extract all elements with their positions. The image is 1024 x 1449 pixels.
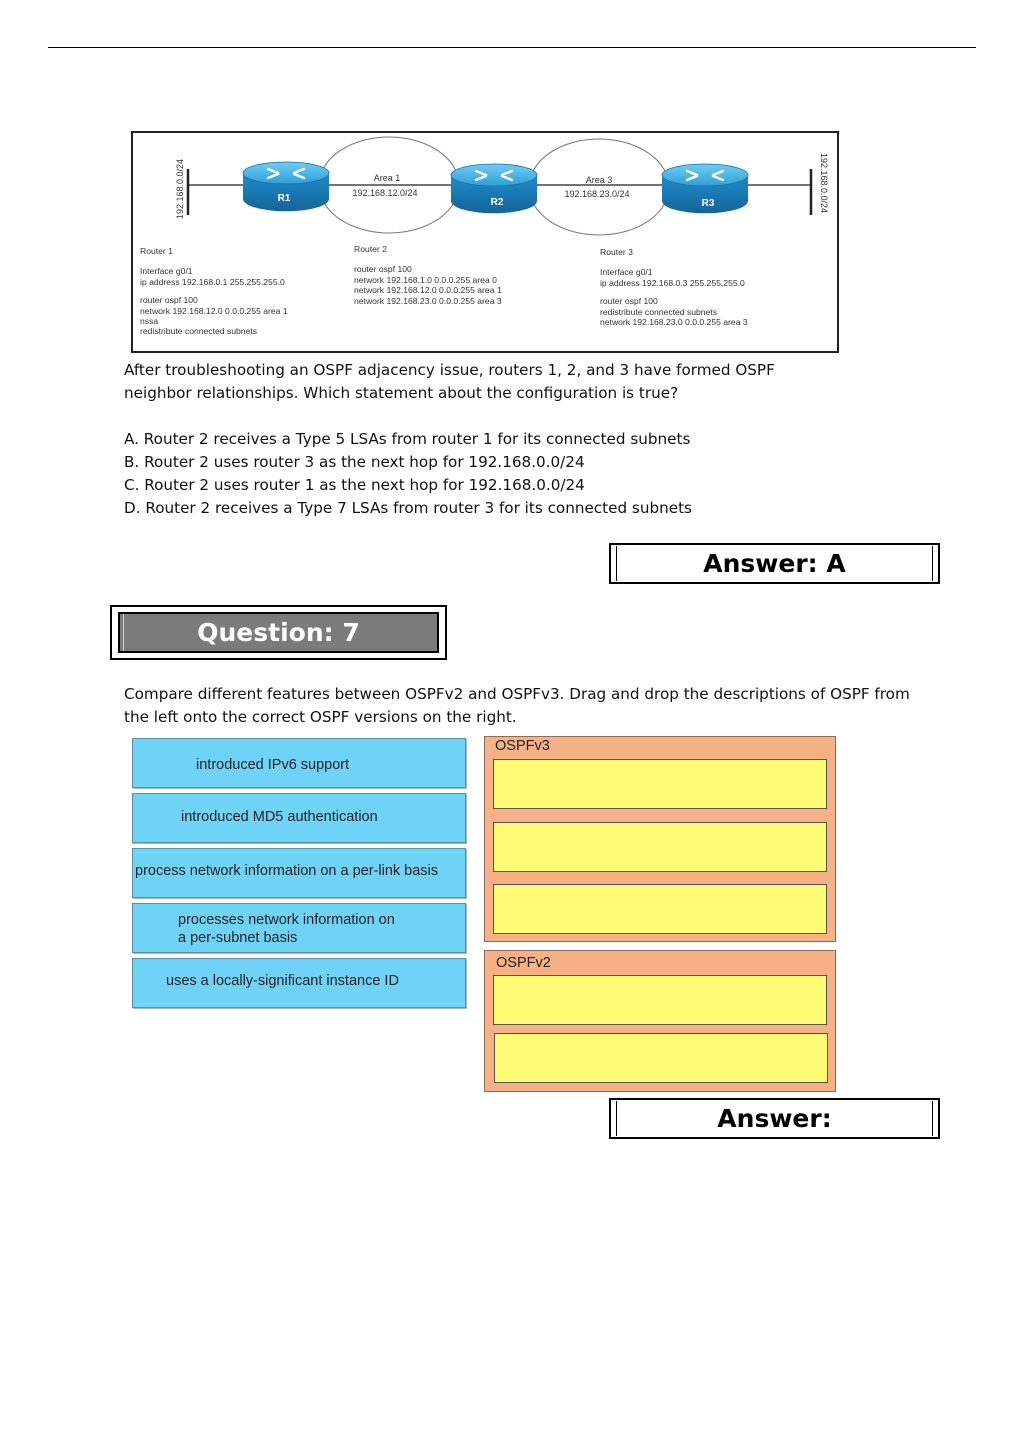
- drag-item-label: process network information on a per-link basis: [135, 863, 439, 879]
- right-subnet-label: 192.168.0.0/24: [819, 153, 829, 214]
- q7-stem-line2: the left onto the correct OSPF versions on the right.: [124, 708, 517, 726]
- config-line: router ospf 100: [354, 264, 412, 275]
- q6-option-b: B. Router 2 uses router 3 as the next hop for 192.168.0.0/24: [124, 453, 585, 471]
- ospfv2-drop-slot-1[interactable]: [493, 975, 827, 1025]
- question-7-header: [110, 605, 447, 660]
- ospfv2-panel: [484, 950, 836, 1092]
- drag-item-instance-id[interactable]: [132, 958, 466, 1008]
- area3-ellipse: [529, 139, 669, 235]
- ospfv3-drop-slot-3[interactable]: [493, 884, 827, 934]
- config-line: Interface g0/1: [600, 267, 653, 278]
- question-7-header-inner: [118, 612, 439, 653]
- ospfv3-drop-slot-2[interactable]: [493, 822, 827, 872]
- q6-option-a: A. Router 2 receives a Type 5 LSAs from router 1 for its connected subnets: [124, 430, 691, 448]
- ospfv3-label: OSPFv3: [495, 738, 550, 754]
- area3-label: Area 3: [585, 175, 613, 185]
- router2-config: [354, 244, 502, 306]
- left-subnet-label: 192.168.0.0/24: [175, 158, 185, 219]
- config-line: nssa: [140, 316, 159, 327]
- q6-stem-line2: neighbor relationships. Which statement about the configuration is true?: [124, 384, 679, 402]
- router2-config-title: Router 2: [354, 244, 387, 254]
- q7-stem-line1: Compare different features between OSPFv2 and OSPFv3. Drag and drop the descriptions of OSPF from: [124, 685, 910, 703]
- ospf-topology-figure: [131, 131, 839, 353]
- config-line: Interface g0/1: [140, 266, 193, 277]
- area3-subnet: 192.168.23.0/24: [564, 189, 630, 199]
- config-line: router ospf 100: [600, 296, 658, 307]
- drag-item-per-subnet[interactable]: [132, 903, 466, 953]
- drag-item-label: processes network information on: [178, 912, 395, 928]
- q7-answer-box: [609, 1098, 940, 1139]
- question-7-title: Question: 7: [197, 618, 360, 647]
- router-r3-name: R3: [701, 198, 715, 209]
- config-line: network 192.168.23.0 0.0.0.255 area 3: [600, 317, 748, 328]
- drag-item-ipv6-support[interactable]: [132, 738, 466, 788]
- config-line: ip address 192.168.0.3 255.255.255.0: [600, 277, 745, 288]
- config-line: ip address 192.168.0.1 255.255.255.0: [140, 276, 285, 287]
- router3-config: [600, 247, 748, 327]
- ospfv2-drop-slot-2[interactable]: [494, 1033, 828, 1083]
- router-r2-name: R2: [490, 197, 504, 208]
- config-line: network 192.168.23.0 0.0.0.255 area 3: [354, 295, 502, 306]
- config-line: redistribute connected subnets: [140, 326, 258, 337]
- area1-subnet: 192.168.12.0/24: [352, 188, 418, 198]
- router-r1-name: R1: [277, 193, 291, 204]
- config-line: network 192.168.12.0 0.0.0.255 area 1: [354, 285, 502, 296]
- q7-answer-text: Answer:: [717, 1104, 832, 1133]
- router1-config-title: Router 1: [140, 246, 173, 256]
- area1-label: Area 1: [373, 173, 401, 183]
- q6-answer-text: Answer: A: [703, 549, 846, 578]
- drag-item-label: uses a locally-significant instance ID: [166, 973, 399, 989]
- ospfv3-drop-slot-1[interactable]: [493, 759, 827, 809]
- ospfv2-label: OSPFv2: [496, 955, 551, 971]
- drag-item-per-link[interactable]: [132, 848, 466, 898]
- ospfv3-panel: [484, 736, 836, 942]
- q6-answer-box: [609, 543, 940, 584]
- config-line: router ospf 100: [140, 295, 198, 306]
- q6-stem-line1: After troubleshooting an OSPF adjacency issue, routers 1, 2, and 3 have formed OSPF: [124, 361, 775, 379]
- drag-item-label: introduced IPv6 support: [196, 757, 350, 773]
- page-top-rule: [48, 47, 976, 48]
- drag-item-md5-auth[interactable]: [132, 793, 466, 843]
- q6-option-d: D. Router 2 receives a Type 7 LSAs from router 3 for its connected subnets: [124, 499, 692, 517]
- config-line: redistribute connected subnets: [600, 306, 718, 317]
- drag-item-label: introduced MD5 authentication: [181, 809, 378, 825]
- router3-config-title: Router 3: [600, 247, 633, 257]
- config-line: network 192.168.1.0 0.0.0.255 area 0: [354, 274, 497, 285]
- q6-option-c: C. Router 2 uses router 1 as the next hop for 192.168.0.0/24: [124, 476, 585, 494]
- drag-item-label-line2: a per-subnet basis: [178, 930, 298, 946]
- router1-config: [140, 246, 288, 337]
- config-line: network 192.168.12.0 0.0.0.255 area 1: [140, 305, 288, 316]
